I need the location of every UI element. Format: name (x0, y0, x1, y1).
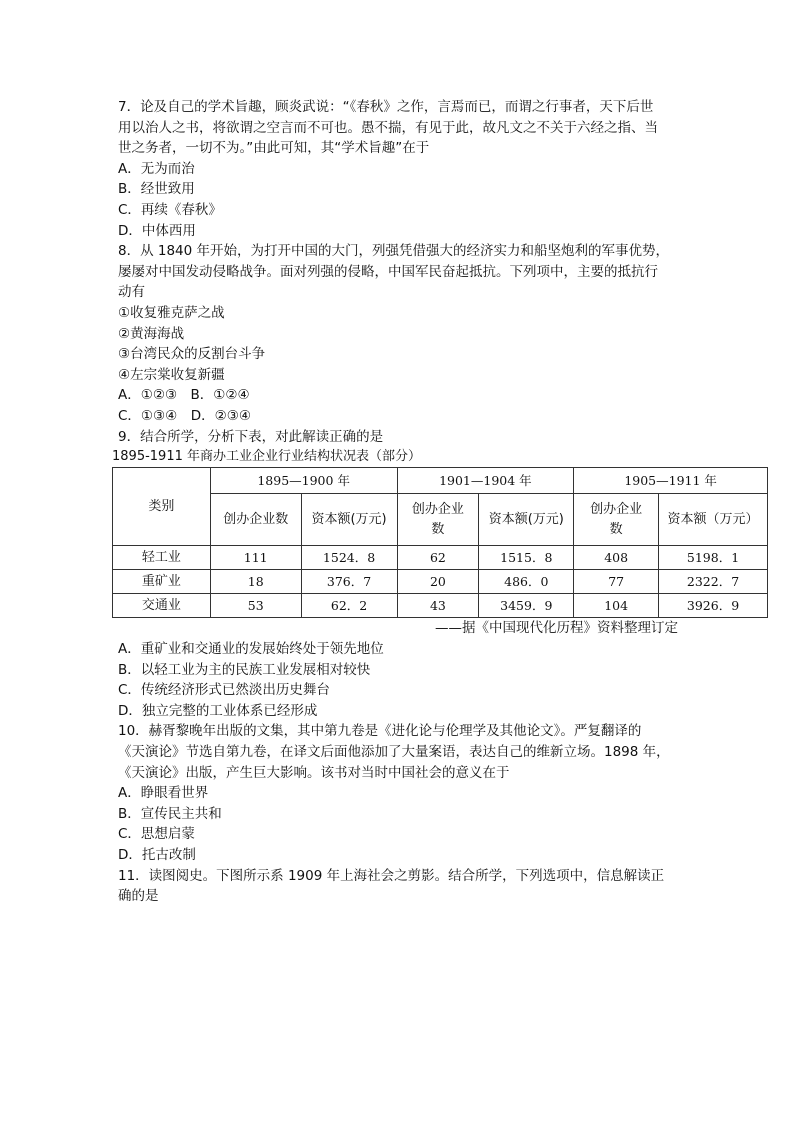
subheader: 资本额（万元） (659, 494, 768, 546)
table-cell: 62．2 (301, 594, 397, 618)
question-9 (112, 427, 759, 722)
q8-stem-line: 屡屡对中国发动侵略战争。面对列强的侵略，中国军民奋起抵抗。下列项中，主要的抵抗行 (118, 263, 658, 280)
q7-option-a: A．无为而治 (118, 160, 195, 177)
row-label: 重矿业 (113, 570, 211, 594)
question-10 (118, 721, 678, 865)
q8-item-3: ③台湾民众的反割台斗争 (118, 346, 266, 363)
table-cell: 111 (210, 546, 301, 570)
table-row (113, 546, 768, 570)
table-cell: 5198．1 (659, 546, 768, 570)
question-7 (118, 97, 678, 241)
q8-stem-line: 动有 (118, 284, 145, 301)
table-subheader-row (113, 494, 768, 546)
table-row (113, 594, 768, 618)
q8-options-ab: A．①②③ B．①②④ (118, 387, 250, 404)
table-cell: 104 (574, 594, 659, 618)
q9-option-c: C．传统经济形式已然淡出历史舞台 (118, 682, 330, 699)
subheader: 创办企业数 (210, 494, 301, 546)
question-8 (118, 241, 678, 426)
table-cell: 2322．7 (659, 570, 768, 594)
q7-stem-line: 世之务者，一切不为。”由此可知，其“学术旨趣”在于 (118, 140, 430, 157)
q10-option-d: D．托古改制 (118, 847, 196, 864)
q9-stem: 9．结合所学，分析下表，对此解读正确的是 (118, 428, 384, 445)
q7-option-d: D．中体西用 (118, 222, 196, 239)
period-header: 1901—1904 年 (397, 468, 574, 494)
q7-stem-line: 7．论及自己的学术旨趣，顾炎武说：“《春秋》之作，言焉而已，而谓之行事者，天下后世 (118, 99, 654, 115)
period-header: 1905—1911 年 (574, 468, 768, 494)
table-cell: 77 (574, 570, 659, 594)
subheader: 创办企业数 (574, 494, 659, 546)
q10-stem-line: 《天演论》节选自第九卷，在译文后面他添加了大量案语，表达自己的维新立场。1898 年， (118, 744, 670, 761)
row-label: 轻工业 (113, 546, 211, 570)
q10-option-b: B．宣传民主共和 (118, 805, 222, 822)
table-cell: 3459．9 (479, 594, 574, 618)
subheader: 资本额(万元) (301, 494, 397, 546)
table-header-row (113, 468, 768, 494)
subheader: 资本额(万元) (479, 494, 574, 546)
q8-item-2: ②黄海海战 (118, 325, 185, 342)
table-cell: 486．0 (479, 570, 574, 594)
period-header: 1895—1900 年 (210, 468, 397, 494)
q9-option-b: B．以轻工业为主的民族工业发展相对较快 (118, 661, 371, 678)
q11-stem-line: 11．读图阅史。下图所示系 1909 年上海社会之剪影。结合所学，下列选项中，信息解读正 (118, 867, 665, 884)
q10-option-a: A．睁眼看世界 (118, 785, 209, 802)
table-cell: 18 (210, 570, 301, 594)
table-cell: 43 (397, 594, 479, 618)
table-cell: 3926．9 (659, 594, 768, 618)
table-cell: 1524．8 (301, 546, 397, 570)
subheader: 创办企业数 (397, 494, 479, 546)
table-cell: 408 (574, 546, 659, 570)
table-cell: 53 (210, 594, 301, 618)
q11-stem-line: 确的是 (118, 888, 159, 905)
row-label: 交通业 (113, 594, 211, 618)
q8-item-1: ①收复雅克萨之战 (118, 304, 225, 321)
q10-stem-line: 10．赫胥黎晚年出版的文集，其中第九卷是《进化论与伦理学及其他论文》。严复翻译的 (118, 723, 642, 740)
table-source: ——据《中国现代化历程》资料整理订定 (435, 620, 678, 637)
table-cell: 62 (397, 546, 479, 570)
q9-option-a: A．重矿业和交通业的发展始终处于领先地位 (118, 641, 384, 658)
q8-item-4: ④左宗棠收复新疆 (118, 366, 225, 383)
q8-stem-line: 8．从 1840 年开始，为打开中国的大门，列强凭借强大的经济实力和船坚炮利的军事优势， (118, 243, 670, 260)
q10-option-c: C．思想启蒙 (118, 826, 195, 843)
q10-stem-line: 《天演论》出版，产生巨大影响。该书对当时中国社会的意义在于 (118, 764, 510, 781)
category-header: 类别 (113, 468, 211, 546)
industry-table (112, 467, 768, 618)
exam-page (112, 97, 759, 907)
table-cell: 20 (397, 570, 479, 594)
q7-stem-line: 用以治人之书，将欲谓之空言而不可也。愚不揣，有见于此，故凡文之不关于六经之指、当 (118, 119, 658, 136)
table-cell: 1515．8 (479, 546, 574, 570)
table-row (113, 570, 768, 594)
q7-option-b: B．经世致用 (118, 181, 195, 198)
q7-option-c: C．再续《春秋》 (118, 201, 222, 218)
q8-options-cd: C．①③④ D．②③④ (118, 407, 251, 424)
question-11 (118, 866, 678, 907)
table-title: 1895-1911 年商办工业企业行业结构状况表（部分） (112, 449, 421, 465)
table-cell: 376．7 (301, 570, 397, 594)
q9-option-d: D．独立完整的工业体系已经形成 (118, 702, 318, 719)
